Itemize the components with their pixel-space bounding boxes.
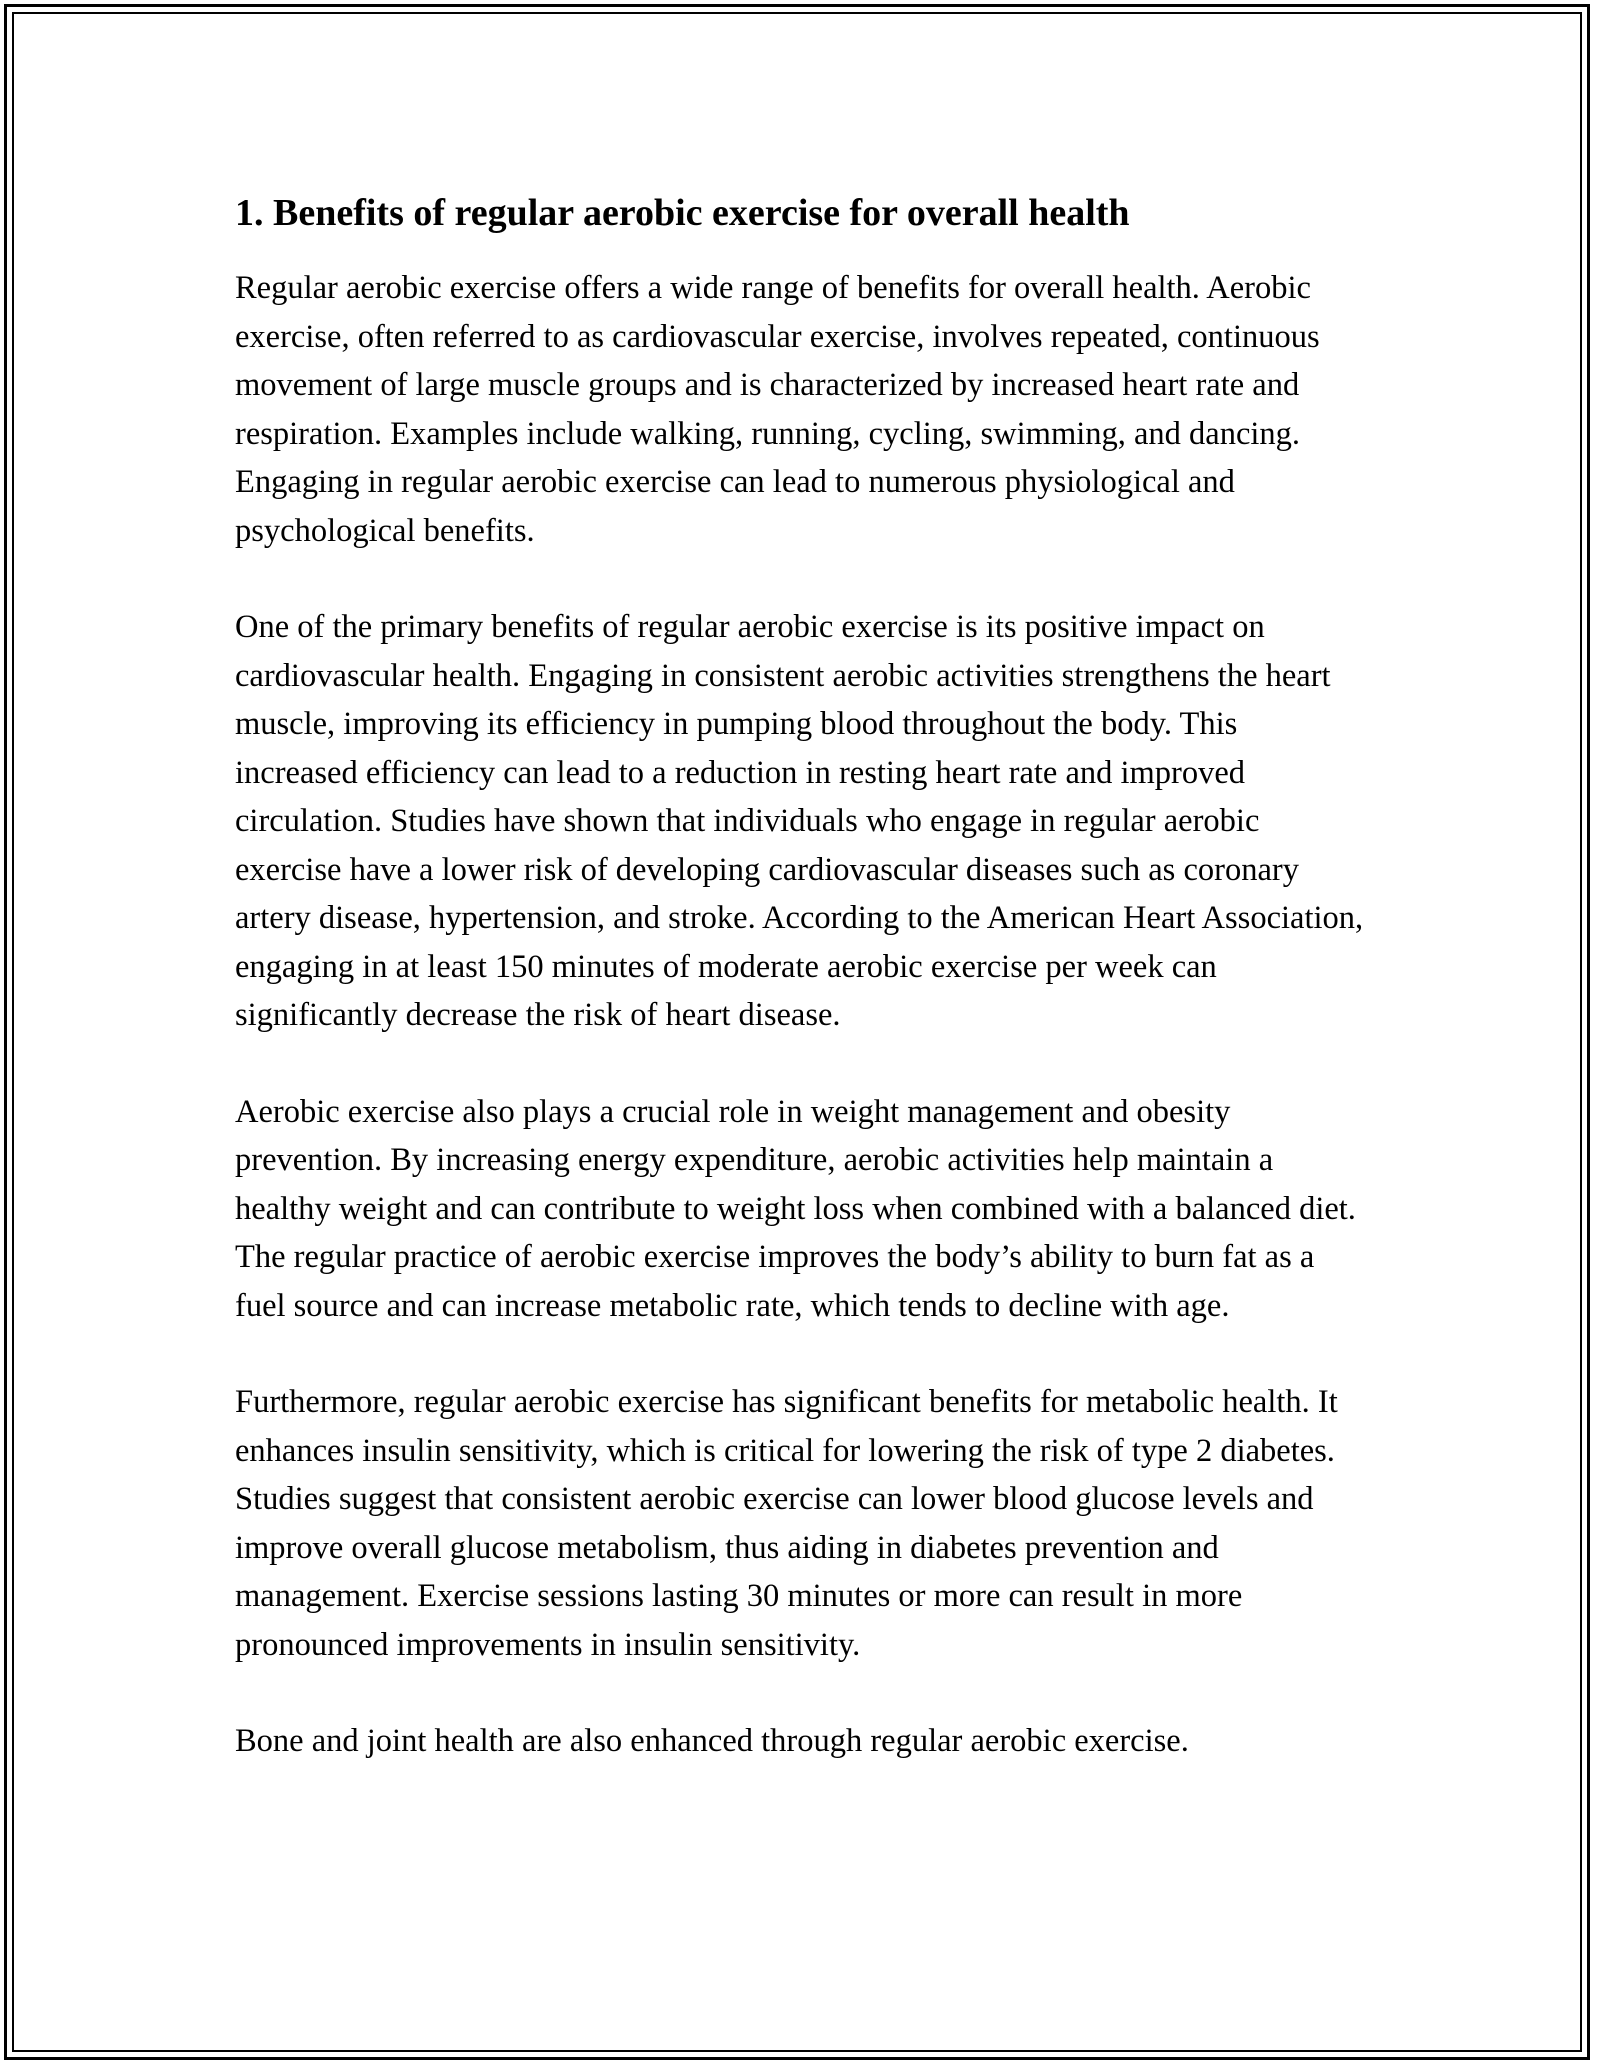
paragraph-bone-joint: Bone and joint health are also enhanced through regular aerobic exercise. xyxy=(235,1723,1189,1759)
paragraph-intro: Regular aerobic exercise offers a wide range of benefits for overall health. Aerobic exercise, often referred to as cardiovascular exercise, involves repeated, continuous movement of large muscle groups and is characterized by increased heart rate and respiration. Examples include walking, running, cycling, swimming, and dancing. Engaging in regular aerobic exercise can lead to numerous physiological and psychological benefits. xyxy=(235,270,1320,549)
document-body xyxy=(235,186,1365,1814)
paragraph-cardiovascular: One of the primary benefits of regular aerobic exercise is its positive impact on cardiovascular health. Engaging in consistent aerobic activities strengthens the heart muscle, improving its efficiency in pumping blood throughout the body. This increased efficiency can lead to a reduction in resting heart rate and improved circulation. Studies have shown that individuals who engage in regular aerobic exercise have a lower risk of developing cardiovascular diseases such as coronary artery disease, hypertension, and stroke. According to the American Heart Association, engaging in at least 150 minutes of moderate aerobic exercise per week can significantly decrease the risk of heart disease. xyxy=(235,609,1364,1033)
paragraph-metabolic-health: Furthermore, regular aerobic exercise has significant benefits for metabolic health. It enhances insulin sensitivity, which is critical for lowering the risk of type 2 diabetes. Studies suggest that consistent aerobic exercise can lower blood glucose levels and improve overall glucose metabolism, thus aiding in diabetes prevention and management. Exercise sessions lasting 30 minutes or more can result in more pronounced improvements in insulin sensitivity. xyxy=(235,1384,1338,1663)
paragraph-weight-management: Aerobic exercise also plays a crucial role in weight management and obesity prevention. By increasing energy expenditure, aerobic activities help maintain a healthy weight and can contribute to weight loss when combined with a balanced diet. The regular practice of aerobic exercise improves the body’s ability to burn fat as a fuel source and can increase metabolic rate, which tends to decline with age. xyxy=(235,1093,1356,1324)
section-heading: 1. Benefits of regular aerobic exercise for overall health xyxy=(235,192,1130,234)
